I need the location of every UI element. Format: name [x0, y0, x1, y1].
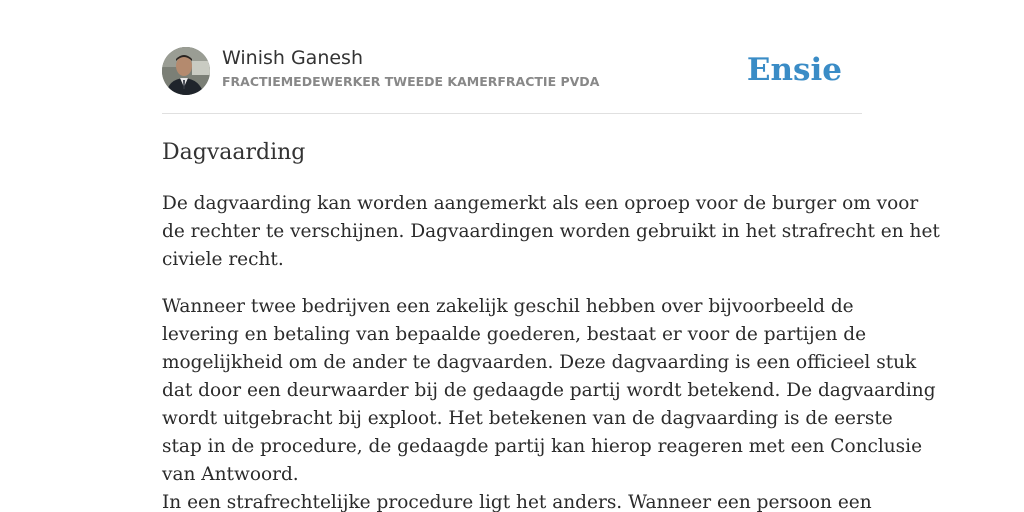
author-role: FRACTIEMEDEWERKER TWEEDE KAMERFRACTIE PVDA [222, 74, 600, 89]
page-title: Dagvaarding [162, 140, 306, 165]
paragraph [162, 190, 940, 274]
text-line: wordt uitgebracht bij exploot. Het betekenen van de dagvaarding is de eerste [162, 408, 893, 429]
text-line: In een strafrechtelijke procedure ligt het anders. Wanneer een persoon een [162, 492, 872, 512]
text-line: De dagvaarding kan worden aangemerkt als een oproep voor de burger om voor [162, 193, 919, 214]
author-name[interactable]: Winish Ganesh [222, 47, 363, 69]
text-line: dat door een deurwaarder bij de gedaagde partij wordt betekend. De dagvaarding [162, 380, 936, 401]
avatar[interactable] [162, 47, 210, 95]
text-line: Wanneer twee bedrijven een zakelijk geschil hebben over bijvoorbeeld de [162, 296, 854, 317]
author-photo-icon [162, 47, 210, 95]
brand-logo[interactable]: Ensie [746, 52, 842, 88]
text-line: levering en betaling van bepaalde goederen, bestaat er voor de partijen de [162, 324, 867, 345]
text-line: de rechter te verschijnen. Dagvaardingen worden gebruikt in het strafrecht en het [162, 221, 940, 242]
text-line: mogelijkheid om de ander te dagvaarden. Deze dagvaarding is een officieel stuk [162, 352, 917, 373]
paragraph [162, 293, 936, 512]
text-line: stap in de procedure, de gedaagde partij kan hierop reageren met een Conclusie [162, 436, 923, 457]
author-header [162, 46, 862, 114]
text-line: civiele recht. [162, 249, 284, 270]
text-line: van Antwoord. [162, 464, 299, 485]
article-body [162, 190, 940, 512]
